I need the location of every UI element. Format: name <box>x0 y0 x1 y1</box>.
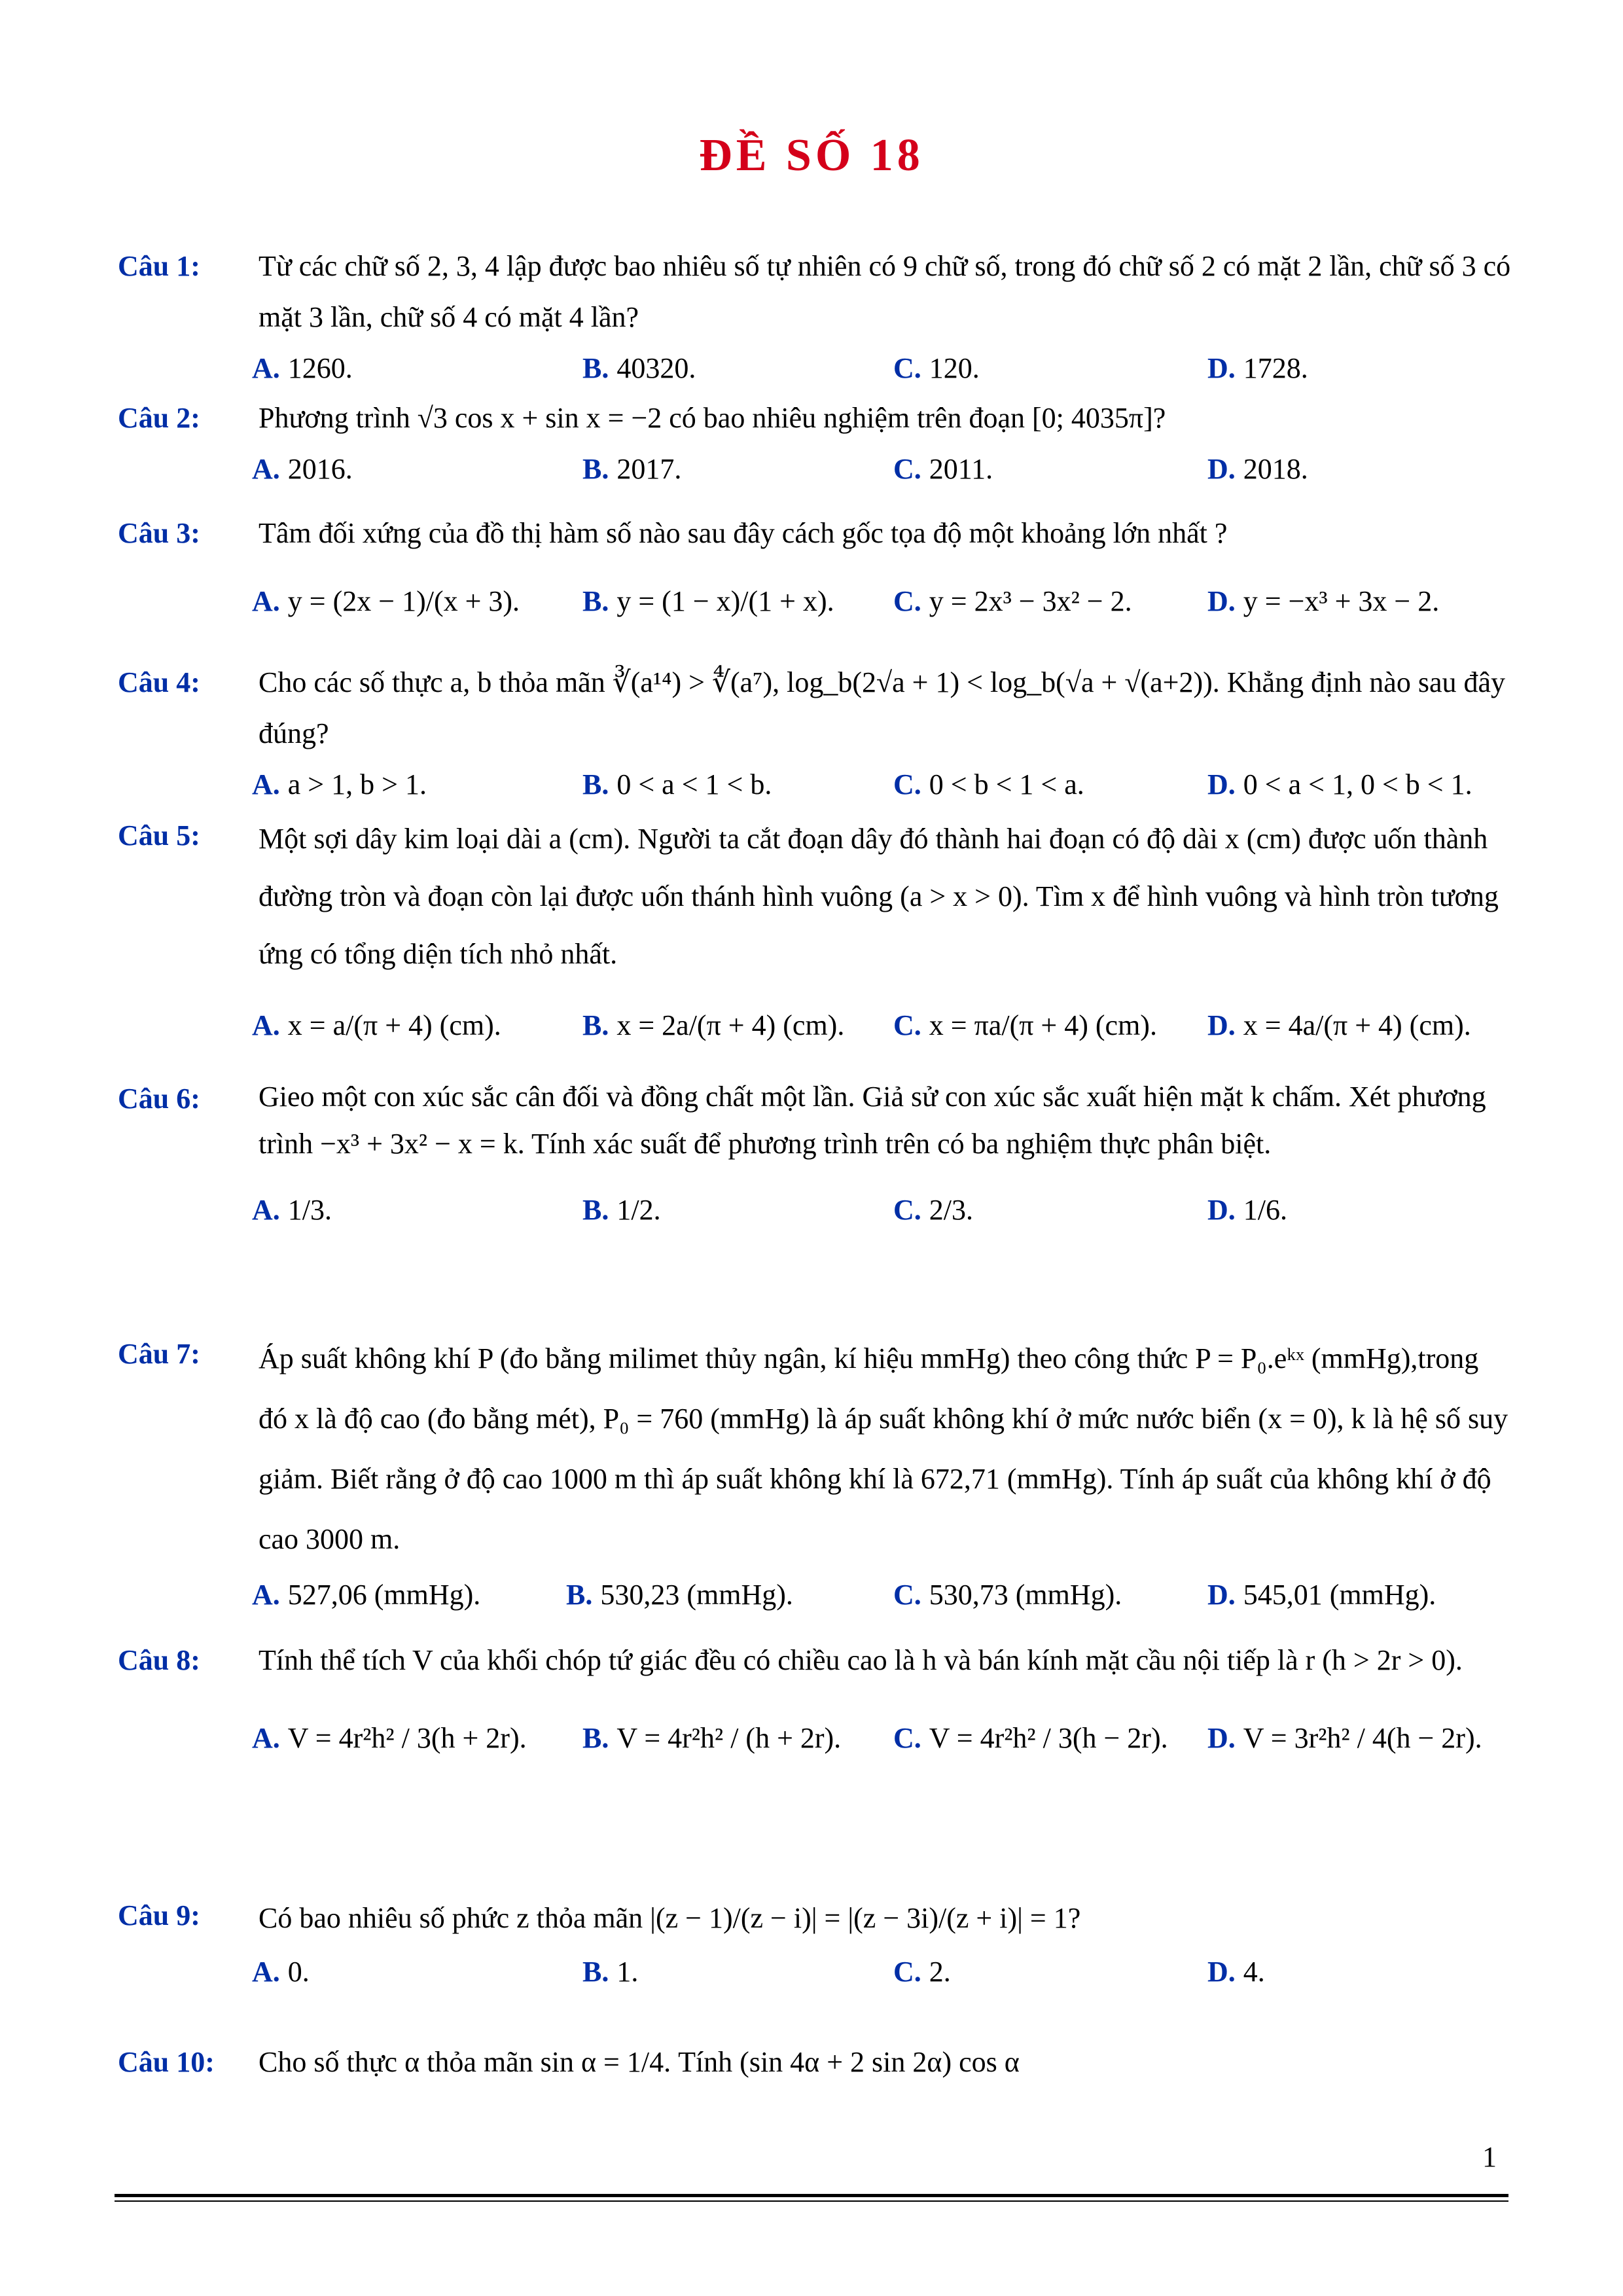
question-text: Cho số thực α thỏa mãn sin α = 1/4. Tính (sin 4α + 2 sin 2α) cos α <box>259 2046 1020 2078</box>
option-c: C. 0 < b < 1 < a. <box>893 768 1084 800</box>
question-label: Câu 6: <box>118 1083 200 1115</box>
option-a: A. x = a/(π + 4) (cm). <box>252 1009 501 1041</box>
option-a: A. 0. <box>252 1956 310 1988</box>
question-text: Gieo một con xúc sắc cân đối và đồng chất một lần. Giả sử con xúc sắc xuất hiện mặt k chấm. Xét phương trình −x³ + 3x² − x = k. Tính xác suất để phương trình trên có ba nghiệm thực phân biệt. <box>259 1081 1486 1160</box>
option-c: C. 2011. <box>893 453 993 485</box>
question-text: Từ các chữ số 2, 3, 4 lập được bao nhiêu số tự nhiên có 9 chữ số, trong đó chữ số 2 có mặt 2 lần, chữ số 3 có mặt 3 lần, chữ số 4 có mặt 4 lần? <box>259 250 1511 333</box>
options-row <box>252 759 1512 810</box>
option-b: B. 0 < a < 1 < b. <box>582 768 772 800</box>
option-c: C. 2/3. <box>893 1194 974 1226</box>
option-a: A. y = (2x − 1)/(x + 3). <box>252 585 520 617</box>
option-d: D. x = 4a/(π + 4) (cm). <box>1207 1009 1471 1041</box>
question-6 <box>118 1073 1512 1253</box>
options-row <box>252 1946 1512 1998</box>
options-row <box>252 1168 1512 1253</box>
question-1 <box>118 241 1512 394</box>
question-2 <box>118 393 1512 495</box>
option-b: B. V = 4r²h² / (h + 2r). <box>582 1722 842 1754</box>
option-d: D. 2018. <box>1207 453 1308 485</box>
page-number: 1 <box>1482 2141 1497 2173</box>
question-label: Câu 9: <box>118 1899 200 1931</box>
question-label: Câu 7: <box>118 1338 200 1370</box>
option-d: D. 4. <box>1207 1956 1265 1988</box>
option-b: B. 40320. <box>582 352 696 384</box>
question-text: Tâm đối xứng của đồ thị hàm số nào sau đây cách gốc tọa độ một khoảng lớn nhất ? <box>259 517 1228 549</box>
question-label: Câu 5: <box>118 819 200 852</box>
question-text: Phương trình √3 cos x + sin x = −2 có bao nhiêu nghiệm trên đoạn [0; 4035π]? <box>259 402 1166 434</box>
option-b: B. x = 2a/(π + 4) (cm). <box>582 1009 845 1041</box>
options-row <box>252 444 1512 495</box>
option-b: B. 2017. <box>582 453 682 485</box>
question-label: Câu 3: <box>118 517 200 549</box>
option-b: B. y = (1 − x)/(1 + x). <box>582 585 834 617</box>
options-row <box>252 559 1512 644</box>
footer-rule-thin <box>115 2200 1508 2202</box>
options-row <box>252 343 1512 394</box>
question-text: Một sợi dây kim loại dài a (cm). Người ta cắt đoạn dây đó thành hai đoạn có độ dài x (cm) được uốn thành đường tròn và đoạn còn lại được uốn thánh hình vuông (a > x > 0). Tìm x để hình vuông và hình tròn tương ứng có tổng diện tích nhỏ nhất. <box>259 823 1499 970</box>
option-d: D. 1728. <box>1207 352 1308 384</box>
question-5 <box>118 810 1512 1068</box>
options-row <box>252 983 1512 1068</box>
option-b: B. 1/2. <box>582 1194 661 1226</box>
question-4 <box>118 657 1512 810</box>
option-c: C. 2. <box>893 1956 951 1988</box>
option-a: A. 1/3. <box>252 1194 332 1226</box>
question-label: Câu 8: <box>118 1644 200 1676</box>
option-a: A. a > 1, b > 1. <box>252 768 427 800</box>
option-a: A. V = 4r²h² / 3(h + 2r). <box>252 1722 527 1754</box>
option-b: B. 530,23 (mmHg). <box>566 1579 793 1611</box>
option-c: C. y = 2x³ − 3x² − 2. <box>893 585 1132 617</box>
question-7 <box>118 1329 1512 1621</box>
question-3 <box>118 508 1512 644</box>
question-text: Có bao nhiêu số phức z thỏa mãn |(z − 1)/(z − i)| = |(z − 3i)/(z + i)| = 1? <box>259 1902 1081 1934</box>
options-row <box>252 1686 1512 1791</box>
question-text: Cho các số thực a, b thỏa mãn ∛(a¹⁴) > ∜(a⁷), log_b(2√a + 1) < log_b(√a + √(a+2)). Khẳng định nào sau đây đúng? <box>259 666 1506 749</box>
option-d: D. 0 < a < 1, 0 < b < 1. <box>1207 768 1472 800</box>
options-row <box>252 1570 1512 1621</box>
footer-rule <box>115 2194 1508 2197</box>
page-title: ĐỀ SỐ 18 <box>699 130 924 181</box>
option-c: C. 530,73 (mmHg). <box>893 1579 1122 1611</box>
option-b: B. 1. <box>582 1956 639 1988</box>
option-c: C. V = 4r²h² / 3(h − 2r). <box>893 1722 1168 1754</box>
option-d: D. V = 3r²h² / 4(h − 2r). <box>1207 1722 1482 1754</box>
option-d: D. 545,01 (mmHg). <box>1207 1579 1436 1611</box>
question-9 <box>118 1890 1512 1998</box>
option-c: C. 120. <box>893 352 980 384</box>
question-text: Tính thể tích V của khối chóp tứ giác đều có chiều cao là h và bán kính mặt cầu nội tiếp là r (h > 2r > 0). <box>259 1644 1463 1676</box>
question-label: Câu 1: <box>118 250 200 282</box>
question-label: Câu 10: <box>118 2046 215 2078</box>
option-a: A. 2016. <box>252 453 353 485</box>
question-8 <box>118 1635 1512 1791</box>
question-text: Áp suất không khí P (đo bằng milimet thủy ngân, kí hiệu mmHg) theo công thức P = P₀.eᵏˣ (mmHg),trong đó x là độ cao (đo bằng mét), P₀ = 760 (mmHg) là áp suất không khí ở mức nước biển (x = 0), k là hệ số suy giảm. Biết rằng ở độ cao 1000 m thì áp suất không khí là 672,71 (mmHg). Tính áp suất của không khí ở độ cao 3000 m. <box>259 1342 1508 1555</box>
question-label: Câu 2: <box>118 402 200 434</box>
question-label: Câu 4: <box>118 666 200 698</box>
option-d: D. 1/6. <box>1207 1194 1288 1226</box>
option-d: D. y = −x³ + 3x − 2. <box>1207 585 1440 617</box>
option-a: A. 1260. <box>252 352 353 384</box>
option-a: A. 527,06 (mmHg). <box>252 1579 481 1611</box>
option-c: C. x = πa/(π + 4) (cm). <box>893 1009 1157 1041</box>
question-10 <box>118 2037 1512 2088</box>
